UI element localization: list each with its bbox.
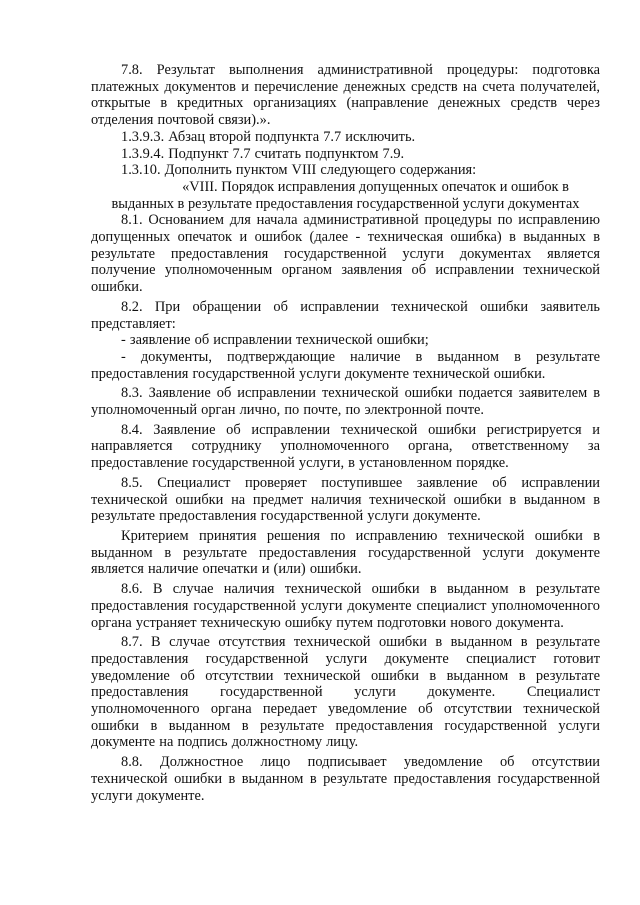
paragraph-1-3-9-4: 1.3.9.4. Подпункт 7.7 считать подпунктом 7.9. <box>121 145 405 162</box>
paragraph-criterion: Критерием принятия решения по исправлению технической ошибки в выданном в результате предоставления государственной услуги документе является наличие опечатки и (или) ошибки. <box>91 527 600 578</box>
paragraph-8-2: 8.2. При обращении об исправлении технической ошибки заявитель представляет: <box>91 298 600 332</box>
paragraph-8-5: 8.5. Специалист проверяет поступившее заявление об исправлении технической ошибки на предмет наличия технической ошибки в выданном в результате предоставления государственной услуги документе. <box>91 474 600 525</box>
paragraph-7-8: 7.8. Результат выполнения административной процедуры: подготовка платежных документов и перечисление денежных средств на счета получателей, открытые в кредитных организациях (направление денежных средств через отделения почтовой связи).». <box>91 62 600 129</box>
paragraph-1-3-10: 1.3.10. Дополнить пунктом VIII следующего содержания: <box>121 162 477 179</box>
paragraph-1-3-9-3: 1.3.9.3. Абзац второй подпункта 7.7 исключить. <box>121 128 416 145</box>
paragraph-8-3: 8.3. Заявление об исправлении технической ошибки подается заявителем в уполномоченный орган лично, по почте, по электронной почте. <box>91 385 600 419</box>
section-heading-viii <box>91 179 600 212</box>
paragraph-8-7: 8.7. В случае отсутствия технической ошибки в выданном в результате предоставления государственной услуги документе специалист готовит уведомление об отсутствии технической ошибки в выданном в результате предоставления государственной услуги документе. Специалист уполномоченного органа передает уведомление об отсутствии технической ошибки в выданном в результате предоставления государственной услуги документе на подпись должностному лицу. <box>91 634 600 751</box>
paragraph-8-1: 8.1. Основанием для начала административной процедуры по исправлению допущенных опечаток и ошибок (далее - техническая ошибка) в выданных в результате предоставления государственной услуги документах является получение уполномоченным органом заявления об исправлении технической ошибки. <box>91 212 600 296</box>
paragraph-8-4: 8.4. Заявление об исправлении технической ошибки регистрируется и направляется сотруднику уполномоченного органа, ответственному за предоставление государственной услуги, в установленном порядке. <box>91 421 600 472</box>
section-heading-line-1: «VIII. Порядок исправления допущенных опечаток и ошибок в <box>182 178 569 195</box>
section-heading-line-2: выданных в результате предоставления государственной услуги документах <box>111 195 580 212</box>
list-item-application: - заявление об исправлении технической ошибки; <box>121 332 429 349</box>
list-item-documents: - документы, подтверждающие наличие в выданном в результате предоставления государственной услуги документе технической ошибки. <box>91 348 600 382</box>
paragraph-8-6: 8.6. В случае наличия технической ошибки в выданном в результате предоставления государственной услуги документе специалист уполномоченного органа устраняет техническую ошибку путем подготовки нового документа. <box>91 581 600 631</box>
paragraph-8-8: 8.8. Должностное лицо подписывает уведомление об отсутствии технической ошибки в выданном в результате предоставления государственной услуги документе. <box>91 754 600 804</box>
